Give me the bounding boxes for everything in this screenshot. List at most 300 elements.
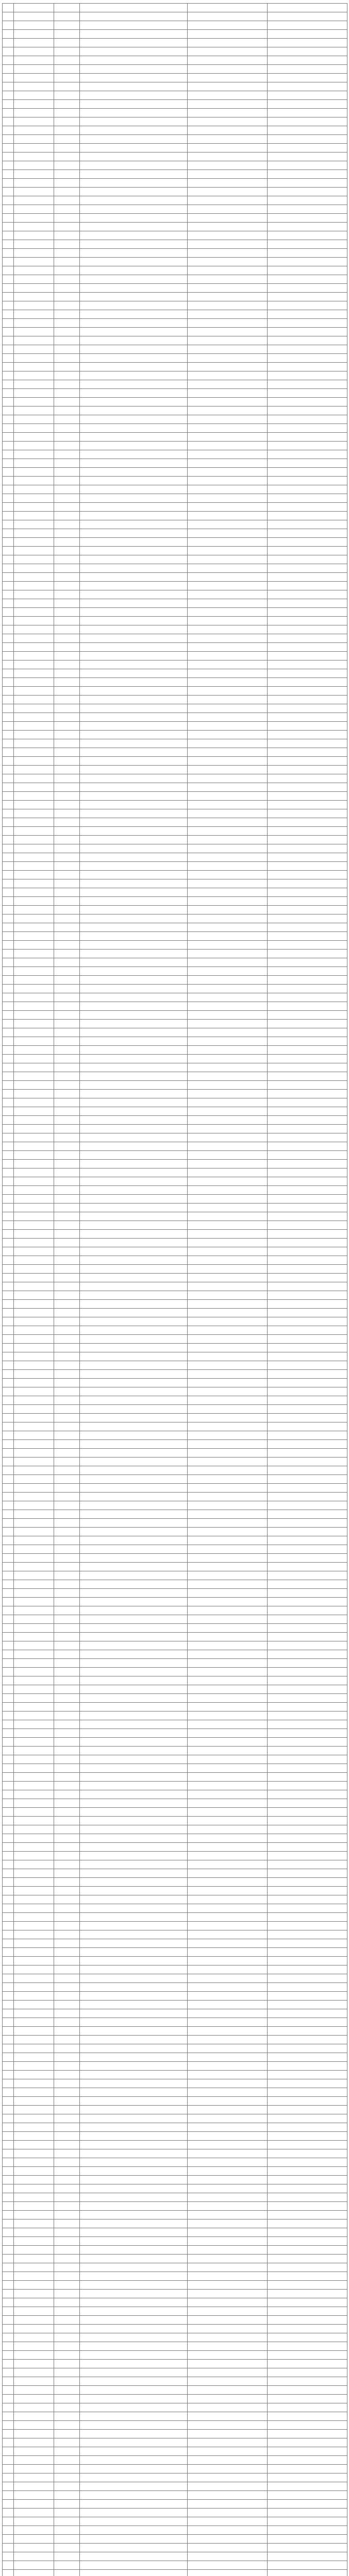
date-cell	[268, 336, 347, 345]
date-cell	[268, 967, 347, 976]
date-cell	[188, 2491, 268, 2500]
row-number-cell	[3, 985, 14, 993]
id-cell	[14, 223, 54, 231]
detail-cell	[80, 30, 188, 39]
date-cell	[268, 853, 347, 862]
row-number-cell	[3, 319, 14, 328]
date-cell	[268, 1808, 347, 1817]
name-cell	[54, 2211, 80, 2219]
table-row	[3, 345, 347, 354]
id-cell	[14, 354, 54, 363]
detail-cell	[80, 582, 188, 590]
date-cell	[268, 1913, 347, 1922]
row-number-cell	[3, 2290, 14, 2298]
table-row	[3, 196, 347, 205]
row-number-cell	[3, 1965, 14, 1974]
name-cell	[54, 1449, 80, 1458]
table-row	[3, 2491, 347, 2500]
name-cell	[54, 2517, 80, 2526]
id-cell	[14, 293, 54, 301]
date-cell	[188, 809, 268, 818]
date-cell	[268, 345, 347, 354]
date-cell	[188, 985, 268, 993]
date-cell	[268, 1414, 347, 1422]
table-row	[3, 932, 347, 941]
id-cell	[14, 792, 54, 801]
date-cell	[268, 2211, 347, 2219]
detail-cell	[80, 1773, 188, 1782]
row-number-cell	[3, 1755, 14, 1764]
row-number-cell	[3, 1274, 14, 1282]
name-cell	[54, 1247, 80, 1256]
table-row	[3, 2403, 347, 2412]
table-row	[3, 485, 347, 494]
detail-cell	[80, 380, 188, 389]
name-cell	[54, 179, 80, 188]
row-number-cell	[3, 1177, 14, 1186]
name-cell	[54, 389, 80, 398]
table-row	[3, 12, 347, 21]
table-row	[3, 1659, 347, 1668]
name-cell	[54, 135, 80, 144]
detail-cell	[80, 336, 188, 345]
id-cell	[14, 1072, 54, 1081]
date-cell	[188, 74, 268, 82]
id-cell	[14, 1860, 54, 1869]
name-cell	[54, 424, 80, 433]
date-cell	[268, 2219, 347, 2228]
date-cell	[188, 1405, 268, 1414]
date-cell	[268, 39, 347, 47]
row-number-cell	[3, 1825, 14, 1834]
name-cell	[54, 2509, 80, 2517]
date-cell	[268, 1186, 347, 1195]
name-cell	[54, 2333, 80, 2342]
detail-cell	[80, 2325, 188, 2333]
date-cell	[188, 284, 268, 293]
id-cell	[14, 91, 54, 100]
table-row	[3, 1379, 347, 1387]
row-number-cell	[3, 1528, 14, 1536]
name-cell	[54, 1580, 80, 1589]
table-row	[3, 1142, 347, 1151]
name-cell	[54, 1589, 80, 1598]
table-row	[3, 1860, 347, 1869]
date-cell	[188, 1449, 268, 1458]
date-cell	[268, 2509, 347, 2517]
name-cell	[54, 2386, 80, 2395]
name-cell	[54, 1160, 80, 1168]
date-cell	[188, 1615, 268, 1624]
row-number-cell	[3, 2009, 14, 2018]
id-cell	[14, 608, 54, 617]
row-number-cell	[3, 1974, 14, 1983]
date-cell	[268, 214, 347, 223]
date-cell	[268, 258, 347, 266]
row-number-cell	[3, 1747, 14, 1755]
id-cell	[14, 1107, 54, 1116]
id-cell	[14, 65, 54, 74]
row-number-cell	[3, 2403, 14, 2412]
row-number-cell	[3, 1694, 14, 1703]
table-row	[3, 1168, 347, 1177]
date-cell	[268, 21, 347, 30]
date-cell	[188, 1948, 268, 1957]
date-cell	[268, 2272, 347, 2281]
date-cell	[268, 2377, 347, 2386]
name-cell	[54, 2290, 80, 2298]
detail-cell	[80, 1020, 188, 1028]
detail-cell	[80, 809, 188, 818]
date-cell	[188, 879, 268, 888]
detail-cell	[80, 468, 188, 477]
date-cell	[188, 1729, 268, 1738]
detail-cell	[80, 503, 188, 512]
id-cell	[14, 2430, 54, 2438]
date-cell	[188, 1037, 268, 1046]
table-row	[3, 65, 347, 74]
date-cell	[188, 2202, 268, 2211]
detail-cell	[80, 2176, 188, 2184]
row-number-cell	[3, 1676, 14, 1685]
date-cell	[268, 1160, 347, 1168]
name-cell	[54, 582, 80, 590]
date-cell	[268, 1326, 347, 1335]
id-cell	[14, 2491, 54, 2500]
table-row	[3, 1711, 347, 1720]
row-number-cell	[3, 205, 14, 214]
date-cell	[268, 1606, 347, 1615]
name-cell	[54, 1028, 80, 1037]
id-cell	[14, 266, 54, 275]
name-cell	[54, 1458, 80, 1466]
id-cell	[14, 179, 54, 188]
id-cell	[14, 967, 54, 976]
detail-cell	[80, 1764, 188, 1773]
date-cell	[188, 240, 268, 249]
detail-cell	[80, 1317, 188, 1326]
name-cell	[54, 1878, 80, 1887]
table-row	[3, 2281, 347, 2290]
table-row	[3, 249, 347, 258]
date-cell	[188, 1098, 268, 1107]
table-row	[3, 1974, 347, 1983]
date-cell	[268, 477, 347, 485]
detail-cell	[80, 2027, 188, 2036]
table-row	[3, 1335, 347, 1344]
table-row	[3, 30, 347, 39]
row-number-cell	[3, 827, 14, 836]
date-cell	[188, 1414, 268, 1422]
name-cell	[54, 1063, 80, 1072]
date-cell	[188, 485, 268, 494]
row-number-cell	[3, 774, 14, 783]
name-cell	[54, 871, 80, 879]
name-cell	[54, 1125, 80, 1133]
name-cell	[54, 293, 80, 301]
date-cell	[188, 967, 268, 976]
id-cell	[14, 2412, 54, 2421]
table-row	[3, 2176, 347, 2184]
detail-cell	[80, 152, 188, 161]
table-row	[3, 792, 347, 801]
date-cell	[188, 2333, 268, 2342]
detail-cell	[80, 1782, 188, 1790]
name-cell	[54, 249, 80, 258]
id-cell	[14, 958, 54, 967]
date-cell	[268, 1887, 347, 1895]
date-cell	[268, 660, 347, 669]
row-number-cell	[3, 2517, 14, 2526]
row-number-cell	[3, 2447, 14, 2456]
date-cell	[188, 1913, 268, 1922]
name-cell	[54, 196, 80, 205]
id-cell	[14, 643, 54, 652]
id-cell	[14, 1475, 54, 1484]
date-cell	[268, 74, 347, 82]
detail-cell	[80, 1449, 188, 1458]
id-cell	[14, 853, 54, 862]
date-cell	[188, 573, 268, 582]
date-cell	[268, 1212, 347, 1221]
id-cell	[14, 774, 54, 783]
detail-cell	[80, 2158, 188, 2167]
row-number-cell	[3, 2360, 14, 2368]
date-cell	[268, 2158, 347, 2167]
id-cell	[14, 2009, 54, 2018]
date-cell	[268, 2246, 347, 2255]
table-row	[3, 301, 347, 310]
id-cell	[14, 2071, 54, 2079]
id-cell	[14, 844, 54, 853]
id-cell	[14, 1738, 54, 1747]
row-number-cell	[3, 2228, 14, 2237]
date-cell	[268, 809, 347, 818]
detail-cell	[80, 2062, 188, 2071]
date-cell	[188, 109, 268, 117]
row-number-cell	[3, 669, 14, 678]
table-row	[3, 652, 347, 660]
name-cell	[54, 1274, 80, 1282]
date-cell	[268, 1221, 347, 1230]
table-row	[3, 1641, 347, 1650]
name-cell	[54, 652, 80, 660]
id-cell	[14, 2290, 54, 2298]
date-cell	[268, 1904, 347, 1913]
name-cell	[54, 91, 80, 100]
date-cell	[188, 1860, 268, 1869]
row-number-cell	[3, 2535, 14, 2544]
date-cell	[268, 2570, 347, 2576]
date-cell	[268, 1230, 347, 1239]
name-cell	[54, 1055, 80, 1063]
date-cell	[188, 231, 268, 240]
row-number-cell	[3, 82, 14, 91]
row-number-cell	[3, 2544, 14, 2552]
row-number-cell	[3, 660, 14, 669]
name-cell	[54, 144, 80, 152]
id-cell	[14, 1878, 54, 1887]
table-row	[3, 1326, 347, 1335]
id-cell	[14, 2552, 54, 2561]
id-cell	[14, 240, 54, 249]
detail-cell	[80, 722, 188, 731]
id-cell	[14, 914, 54, 923]
date-cell	[188, 179, 268, 188]
date-cell	[268, 1536, 347, 1545]
date-cell	[188, 512, 268, 520]
table-row	[3, 1028, 347, 1037]
date-cell	[188, 170, 268, 179]
date-cell	[268, 634, 347, 643]
id-cell	[14, 503, 54, 512]
date-cell	[188, 1633, 268, 1641]
id-cell	[14, 1694, 54, 1703]
table-row	[3, 258, 347, 266]
name-cell	[54, 1624, 80, 1633]
name-cell	[54, 2403, 80, 2412]
date-cell	[188, 1352, 268, 1361]
date-cell	[268, 1291, 347, 1300]
row-number-cell	[3, 459, 14, 468]
name-cell	[54, 1344, 80, 1352]
name-cell	[54, 2123, 80, 2132]
detail-cell	[80, 2421, 188, 2430]
date-cell	[188, 739, 268, 748]
table-row	[3, 766, 347, 774]
table-row	[3, 424, 347, 433]
table-row	[3, 1563, 347, 1571]
date-cell	[188, 2114, 268, 2123]
table-row	[3, 2290, 347, 2298]
date-cell	[268, 1028, 347, 1037]
date-cell	[268, 328, 347, 336]
row-number-cell	[3, 345, 14, 354]
row-number-cell	[3, 1992, 14, 2001]
detail-cell	[80, 748, 188, 757]
date-cell	[188, 144, 268, 152]
date-cell	[268, 1615, 347, 1624]
name-cell	[54, 1641, 80, 1650]
table-row	[3, 993, 347, 1002]
name-cell	[54, 1536, 80, 1545]
date-cell	[188, 1081, 268, 1090]
row-number-cell	[3, 1589, 14, 1598]
name-cell	[54, 1790, 80, 1799]
detail-cell	[80, 879, 188, 888]
name-cell	[54, 2149, 80, 2158]
id-cell	[14, 1387, 54, 1396]
table-row	[3, 2184, 347, 2193]
id-cell	[14, 1458, 54, 1466]
date-cell	[268, 1396, 347, 1405]
id-cell	[14, 275, 54, 284]
name-cell	[54, 170, 80, 179]
name-cell	[54, 512, 80, 520]
id-cell	[14, 932, 54, 941]
name-cell	[54, 2552, 80, 2561]
date-cell	[268, 1528, 347, 1536]
row-number-cell	[3, 1930, 14, 1939]
date-cell	[268, 862, 347, 871]
id-cell	[14, 1948, 54, 1957]
date-cell	[268, 1948, 347, 1957]
table-row	[3, 669, 347, 678]
date-cell	[268, 2403, 347, 2412]
date-cell	[268, 1694, 347, 1703]
id-cell	[14, 731, 54, 739]
row-number-cell	[3, 1887, 14, 1895]
name-cell	[54, 2500, 80, 2509]
table-row	[3, 1037, 347, 1046]
row-number-cell	[3, 2062, 14, 2071]
row-number-cell	[3, 1615, 14, 1624]
name-cell	[54, 2570, 80, 2576]
name-cell	[54, 406, 80, 415]
id-cell	[14, 2149, 54, 2158]
row-number-cell	[3, 1650, 14, 1659]
name-cell	[54, 853, 80, 862]
date-cell	[188, 1247, 268, 1256]
table-row	[3, 1046, 347, 1055]
detail-cell	[80, 1440, 188, 1449]
date-cell	[268, 503, 347, 512]
detail-cell	[80, 520, 188, 529]
id-cell	[14, 1344, 54, 1352]
row-number-cell	[3, 897, 14, 906]
row-number-cell	[3, 301, 14, 310]
date-cell	[188, 818, 268, 827]
date-cell	[268, 2149, 347, 2158]
date-cell	[188, 1274, 268, 1282]
date-cell	[188, 2482, 268, 2491]
id-cell	[14, 1992, 54, 2001]
id-cell	[14, 1904, 54, 1913]
table-row	[3, 433, 347, 442]
detail-cell	[80, 1431, 188, 1440]
table-row	[3, 1072, 347, 1081]
detail-cell	[80, 1484, 188, 1493]
date-cell	[268, 2351, 347, 2360]
name-cell	[54, 1317, 80, 1326]
date-cell	[188, 275, 268, 284]
name-cell	[54, 47, 80, 56]
date-cell	[268, 47, 347, 56]
table-row	[3, 547, 347, 555]
table-row	[3, 862, 347, 871]
detail-cell	[80, 1720, 188, 1729]
date-cell	[268, 713, 347, 722]
name-cell	[54, 415, 80, 424]
detail-cell	[80, 2351, 188, 2360]
date-cell	[268, 117, 347, 126]
date-cell	[188, 652, 268, 660]
name-cell	[54, 284, 80, 293]
row-number-cell	[3, 1571, 14, 1580]
date-cell	[268, 442, 347, 450]
name-cell	[54, 161, 80, 170]
detail-cell	[80, 950, 188, 958]
table-row	[3, 1817, 347, 1825]
detail-cell	[80, 1808, 188, 1817]
date-cell	[188, 65, 268, 74]
id-cell	[14, 39, 54, 47]
date-cell	[268, 704, 347, 713]
name-cell	[54, 774, 80, 783]
name-cell	[54, 713, 80, 722]
date-cell	[268, 1685, 347, 1694]
id-cell	[14, 818, 54, 827]
